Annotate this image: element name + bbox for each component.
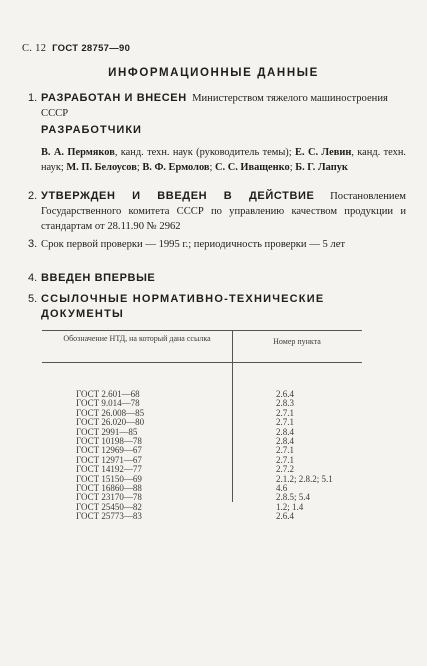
gost-number: ГОСТ 28757—90	[52, 43, 131, 54]
column-header-document: Обозначение НТД, на который дана ссылка	[63, 334, 211, 343]
document-title: ИНФОРМАЦИОННЫЕ ДАННЫЕ	[108, 67, 319, 79]
cell-item: 2.7.1	[276, 445, 294, 456]
cell-document: ГОСТ 9.014—78	[76, 398, 140, 409]
cell-document: ГОСТ 12971—67	[76, 454, 142, 465]
cell-document: ГОСТ 2991—85	[76, 426, 138, 437]
column-header-item: Номер пункта	[273, 337, 321, 346]
developers-list	[41, 145, 406, 175]
table-header-border	[42, 362, 362, 363]
section-3-number: 3.	[28, 238, 38, 250]
cell-item: 2.8.4	[276, 426, 294, 437]
section-2-text: Постановлением Государственного комитета СССР по управлению качеством продукции и стандартам от 28.11.90 № 2962	[41, 191, 406, 232]
section-4-number: 4.	[28, 272, 38, 284]
developer-name: С. С. Иващенко	[215, 162, 290, 173]
cell-item: 2.6.4	[276, 511, 294, 522]
developer-role: ;	[289, 162, 296, 173]
cell-document: ГОСТ 15150—69	[76, 473, 142, 484]
cell-document: ГОСТ 12969—67	[76, 445, 142, 456]
cell-document: ГОСТ 16860—88	[76, 482, 142, 493]
section-3-text: Срок первой проверки — 1995 г.; периодичность проверки — 5 лет	[41, 239, 346, 250]
cell-item: 2.7.1	[276, 407, 294, 418]
section-3	[28, 237, 406, 252]
cell-document: ГОСТ 10198—78	[76, 435, 142, 446]
section-5	[28, 292, 406, 322]
table-top-border	[42, 330, 362, 331]
cell-item: 2.6.4	[276, 389, 294, 399]
cell-document: ГОСТ 2.601—68	[76, 389, 140, 399]
cell-document: ГОСТ 25450—82	[76, 501, 142, 512]
developer-name: В. А. Пермяков	[41, 147, 115, 158]
cell-document: ГОСТ 14192—77	[76, 464, 142, 475]
section-2-number: 2.	[28, 190, 38, 202]
section-2	[28, 189, 406, 234]
developer-role: ;	[136, 162, 143, 173]
section-1	[28, 91, 406, 121]
developer-name: М. П. Белоусов	[66, 162, 137, 173]
cell-document: ГОСТ 23170—78	[76, 492, 142, 503]
cell-item: 2.7.2	[276, 464, 294, 475]
cell-document: ГОСТ 26.008—85	[76, 407, 145, 418]
section-5-heading: ССЫЛОЧНЫЕ НОРМАТИВНО-ТЕХНИЧЕСКИЕ ДОКУМЕНТЫ	[41, 293, 325, 320]
cell-item: 1.2; 1.4	[276, 501, 304, 512]
developer-name: Б. Г. Лапук	[295, 162, 348, 173]
section-2-heading: УТВЕРЖДЕН И ВВЕДЕН В ДЕЙСТВИЕ	[41, 190, 315, 202]
section-4-heading: ВВЕДЕН ВПЕРВЫЕ	[41, 272, 156, 284]
developer-role: , канд. техн. наук;	[41, 147, 406, 173]
section-5-number: 5.	[28, 293, 38, 305]
cell-item: 2.7.1	[276, 454, 294, 465]
cell-item: 2.8.3	[276, 398, 294, 409]
section-1-heading: РАЗРАБОТАН И ВНЕСЕН	[41, 92, 187, 104]
section-4	[28, 271, 406, 286]
table-row	[42, 512, 362, 521]
cell-item: 4.6	[276, 482, 288, 493]
references-table	[42, 330, 362, 522]
page-number: С. 12	[22, 43, 47, 54]
cell-document: ГОСТ 25773—83	[76, 511, 142, 522]
page-header	[22, 43, 130, 54]
cell-item: 2.7.1	[276, 417, 294, 428]
cell-document: ГОСТ 26.020—80	[76, 417, 145, 428]
section-1-text: Министерством тяжелого машиностроения СССР	[41, 93, 388, 119]
cell-item: 2.8.4	[276, 435, 294, 446]
developers-heading: РАЗРАБОТЧИКИ	[41, 124, 142, 136]
table-body	[42, 390, 362, 521]
section-1-number: 1.	[28, 92, 38, 104]
developer-role: , канд. техн. наук (руководитель темы);	[114, 147, 296, 158]
developer-name: Е. С. Левин	[295, 147, 352, 158]
developer-name: В. Ф. Ермолов	[142, 162, 210, 173]
cell-item: 2.8.5; 5.4	[276, 492, 311, 503]
developer-role: ;	[209, 162, 215, 173]
cell-item: 2.1.2; 2.8.2; 5.1	[276, 473, 333, 484]
